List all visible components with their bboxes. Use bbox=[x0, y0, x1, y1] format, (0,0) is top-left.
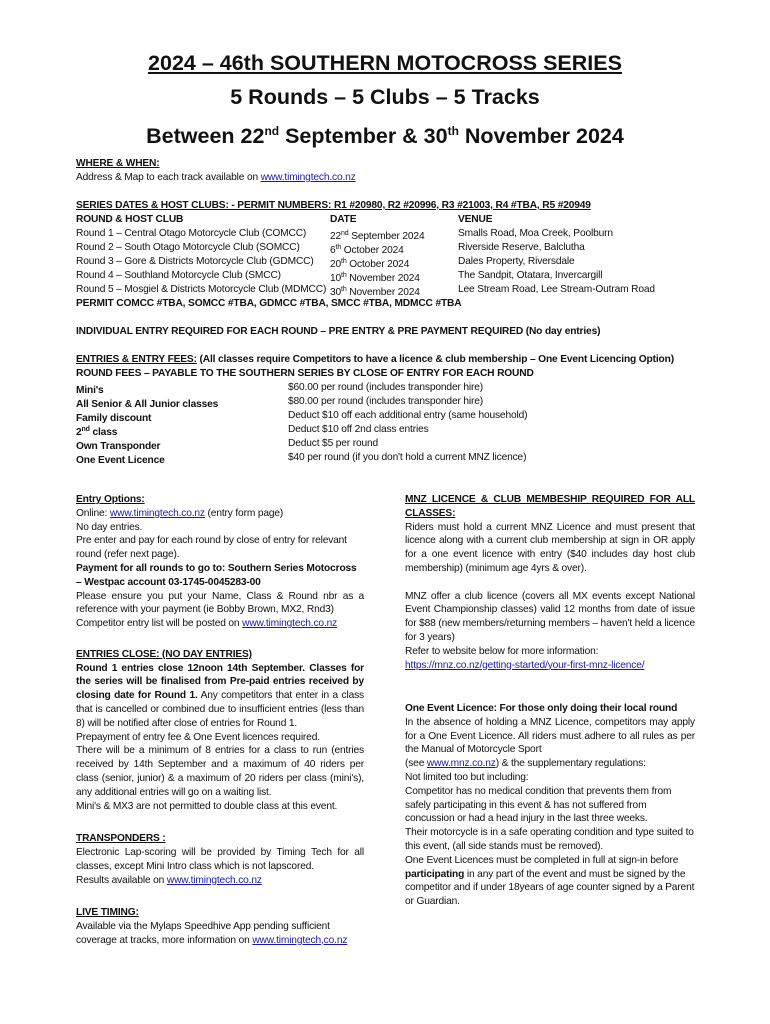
live-timing-text: Available via the Mylaps Speedhive App pending sufficient coverage at tracks, more information on www.timingtech,co.nz bbox=[76, 920, 348, 946]
results-text: Results available on www.timingtech.co.nz bbox=[76, 874, 262, 886]
where-text: Address & Map to each track available on www.timingtech.co.nz bbox=[76, 172, 356, 183]
one-event-licence-heading: One Event Licence: For those only doing their local round bbox=[405, 702, 678, 714]
live-timing-heading: LIVE TIMING: bbox=[76, 907, 139, 919]
results-link[interactable]: www.timingtech.co.nz bbox=[166, 874, 262, 886]
entry-options-heading: Entry Options: bbox=[76, 494, 145, 505]
transponders-heading: TRANSPONDERS : bbox=[76, 833, 166, 845]
one-event-see: (see www.mnz.co.nz) & the supplementary regulations: bbox=[405, 758, 646, 770]
live-timing-link[interactable]: www.timingtech,co.nz bbox=[252, 934, 348, 946]
entries-close-heading: ENTRIES CLOSE: (NO DAY ENTRIES) bbox=[76, 648, 252, 660]
mnz-club-licence: MNZ offer a club licence (covers all MX events except National Event Championship classes) valid 12 months from date of issue for $88 (new members/returning members – haven't held a licence for 3 years) bbox=[405, 590, 695, 643]
mnz-heading: MNZ LICENCE & CLUB MEMBESHIP REQUIRED FOR ALL CLASSES: bbox=[405, 494, 695, 519]
minimum-entries-note: There will be a minimum of 8 entries for a class to run (entries received by 14th September and a maximum of 40 riders per class (senior, junior) & a maximum of 20 riders per class (mini's), any additional entries will go on a waiting list. bbox=[76, 745, 364, 798]
payment-details: Payment for all rounds to go to: Southern Series Motocross – Westpac account 03-1745-0045283-00 bbox=[76, 562, 357, 588]
one-event-medical: Competitor has no medical condition that prevents them from safely participating in this event & has not suffered from concussion or had a head injury in the last three weeks. bbox=[405, 785, 672, 825]
mnz-refer-line bbox=[405, 659, 695, 673]
where-heading: WHERE & WHEN: bbox=[76, 158, 160, 169]
mnz-licence-link[interactable]: https://mnz.co.nz/getting-started/your-first-mnz-licence/ bbox=[405, 659, 645, 671]
individual-entry-notice: INDIVIDUAL ENTRY REQUIRED FOR EACH ROUND – PRE ENTRY & PRE PAYMENT REQUIRED (No day entries) bbox=[76, 326, 601, 337]
fees-heading: ENTRIES & ENTRY FEES: (All classes require Competitors to have a licence & club membership – One Event Licencing Option) bbox=[76, 354, 674, 365]
payment-reference: Please ensure you put your Name, Class & Round nbr as a reference with your payment (ie Bobby Brown, MX2, Rnd3) bbox=[76, 590, 364, 616]
document-page: 2024 – 46th SOUTHERN MOTOCROSS SERIES 5 Rounds – 5 Clubs – 5 Tracks Between 22nd September & 30th November 2024 WHERE & WHEN: Address & Map to each track available on www.timingtech.co.nz SERIES DATES & HOST CLUBS: - PERMIT NUMBERS: R1 #20980, R2 #20996, R3 #21003, R4 #TBA, R5 #20949 ROUND & HOST CLUB DATE VENUE Round 1 – Central Otago Motorcycle Club (COMCC) 22nd September 2024 Smalls Road, Moa Creek, Poolburn Round 2 – South Otago Motorcycle Club (SOMCC) 6th October 2024 Riverside Reserve, Balclutha Round 3 – Gore & Districts Motorcycle Club (GDMCC) 20th October 2024 Dales Property, Riversdale Round 4 – Southland Motorcycle Club (SMCC) 10th November 2024 The Sandpit, Otatara, Invercargill Round 5 – Mosgiel & Districts Motorcycle Club (MDMCC) 30th November 2024 Lee Stream Road, Lee Stream-Outram Road PERMIT COMCC #TBA, SOMCC #TBA, GDMCC #TBA, SMCC #TBA, MDMCC #TBA INDIVIDUAL ENTRY REQUIRED FOR EACH ROUND – PRE ENTRY & PRE PAYMENT REQUIRED (No day entries) ENTRIES & ENTRY FEES: (All classes require Competitors to have a licence & club membership – One Event Licencing Option) ROUND FEES – PAYABLE TO THE SOUTHERN SERIES BY CLOSE OF ENTRY FOR EACH ROUND Mini's $60.00 per round (includes transponder hire) All Senior & All Junior classes $80.00 per round (includes transponder hire) Family discount Deduct $10 off each additional entry (same household) 2nd class Deduct $10 off 2nd class entries Own Transponder Deduct $5 per round One Event Licence $40 per round (if you don't hold a current MNZ licence) Entry Options: Online: www.timingtech.co.nz (entry form page) No day entries. Pre enter and pay for each round by close of entry for relevant round (refer next page). Payment for all rounds to go to: Southern Series Motocross – Westpac account 03-1745-0045283-00 Please ensure you put your Name, Class & Round nbr as a reference with your payment (ie Bobby Brown, MX2, Rnd3) Competitor entry list will be posted on www.timingtech.co.nz ENTRIES CLOSE: (NO DAY ENTRIES) Round 1 entries close 12noon 14th September. Classes for the series will be finalised from Pre-paid entries received by closing date for Round 1. Any competitors that enter in a class that is cancelled or combined due to insufficient entries (less than 8) will be notified after close of entries for Round 1. Prepayment of entry fee & One Event licences required. There will be a minimum of 8 entries for a class to run (entries received by 14th September and a maximum of 40 riders per class (senior, junior) & a maximum of 20 riders per class (mini's), any additional entries will go on a waiting list. Mini's & MX3 are not permitted to double class at this event. TRANSPONDERS : Electronic Lap-scoring will be provided by Timing Tech for all classes, except Mini Intro class which is not lapscored. Results available on www.timingtech.co.nz LIVE TIMING: Available via the Mylaps Speedhive App pending sufficient coverage at tracks, more information on www.timingtech,co.nz MNZ LICENCE & CLUB MEMBESHIP REQUIRED FOR ALL CLASSES: Riders must hold a current MNZ Licence and must present that licence along with a current club membership at sign in OR apply for a one event licence with entry ($40 includes day host club membership) (minimum age 4yrs & over). MNZ offer a club licence (covers all MX events except National Event Championship classes) valid 12 months from date of issue for $88 (new members/returning members – haven't held a licence for 3 years) Refer to website below for more information: https://mnz.co.nz/getting-started/your-first-mnz-licence/ One Event Licence: For those only doing their local round In the absence of holding a MNZ Licence, competitors may apply for a One Event Licence. All riders must adhere to all rules as per the Manual of Motorcycle Sport (see www.mnz.co.nz) & the supplementary regulations: Not limited too but including: Competitor has no medical condition that prevents them from safely participating in this event & has not suffered from concussion or had a head injury in the last three weeks. Their motorcycle is in a safe operating condition and type suited to this event, (all side stands must be removed). One Event Licences must be completed in full at sign-in before participating in any part of the event and must be signed by the competitor and if under 18years of age counter signed by a Parent or Guardian. bbox=[0, 0, 770, 1024]
one-event-not-limited: Not limited too but including: bbox=[405, 771, 529, 783]
one-event-signin: One Event Licences must be completed in full at sign-in before participating in any part of the event and must be signed by the competitor and if under 18years of age counter signed by a Parent or Guardian. bbox=[405, 854, 695, 908]
competitor-list: Competitor entry list will be posted on www.timingtech.co.nz bbox=[76, 618, 338, 630]
one-event-licence-text: In the absence of holding a MNZ Licence, competitors may apply for a One Event Licence. All riders must adhere to all rules as per the Manual of Motorcycle Sport bbox=[405, 716, 695, 756]
series-title: 2024 – 46th SOUTHERN MOTOCROSS SERIES bbox=[148, 51, 622, 75]
series-subtitle: 5 Rounds – 5 Clubs – 5 Tracks bbox=[230, 85, 540, 109]
competitor-list-link[interactable]: www.timingtech.co.nz bbox=[242, 618, 338, 630]
transponders-text: Electronic Lap-scoring will be provided by Timing Tech for all classes, except Mini Intro class which is not lapscored. bbox=[76, 846, 364, 872]
entry-form-link[interactable]: www.timingtech.co.nz bbox=[109, 507, 205, 519]
mnz-refer: Refer to website below for more information: bbox=[405, 645, 599, 657]
timingtech-link[interactable]: www.timingtech.co.nz bbox=[260, 172, 356, 183]
entry-pre: Pre enter and pay for each round by close of entry for relevant round (refer next page). bbox=[76, 535, 347, 561]
one-event-bike: Their motorcycle is in a safe operating condition and type suited to this event, (all side stands must be removed). bbox=[405, 827, 694, 852]
entries-close-text: Round 1 entries close 12noon 14th September. Classes for the series will be finalised from Pre-paid entries received by closing date for Round 1. Any competitors that enter in a class that is cancelled or combined due to insufficient entries (less than 8) will be notified after close of entries for Round 1. bbox=[76, 662, 364, 729]
permit-line: PERMIT COMCC #TBA, SOMCC #TBA, GDMCC #TBA, SMCC #TBA, MDMCC #TBA bbox=[76, 298, 462, 309]
entry-online: Online: www.timingtech.co.nz (entry form page) bbox=[76, 507, 284, 519]
prepayment-note: Prepayment of entry fee & One Event licences required. bbox=[76, 731, 320, 743]
mnz-text: Riders must hold a current MNZ Licence and must present that licence along with a current club membership at sign in OR apply for a one event licence with entry ($40 includes day host club membership) (minimum age 4yrs & over). bbox=[405, 521, 695, 574]
entry-no-day: No day entries. bbox=[76, 521, 143, 533]
series-dates-title: Between 22nd September & 30th November 2024 bbox=[146, 124, 624, 148]
mnz-link[interactable]: www.mnz.co.nz bbox=[426, 758, 496, 770]
right-column bbox=[405, 493, 695, 909]
round-fees-heading: ROUND FEES – PAYABLE TO THE SOUTHERN SERIES BY CLOSE OF ENTRY FOR EACH ROUND bbox=[76, 368, 534, 379]
left-column bbox=[76, 493, 364, 948]
series-heading: SERIES DATES & HOST CLUBS: - PERMIT NUMBERS: R1 #20980, R2 #20996, R3 #21003, R4 #TBA, R5 #20949 bbox=[76, 200, 591, 211]
double-class-note: Mini's & MX3 are not permitted to double class at this event. bbox=[76, 800, 338, 812]
